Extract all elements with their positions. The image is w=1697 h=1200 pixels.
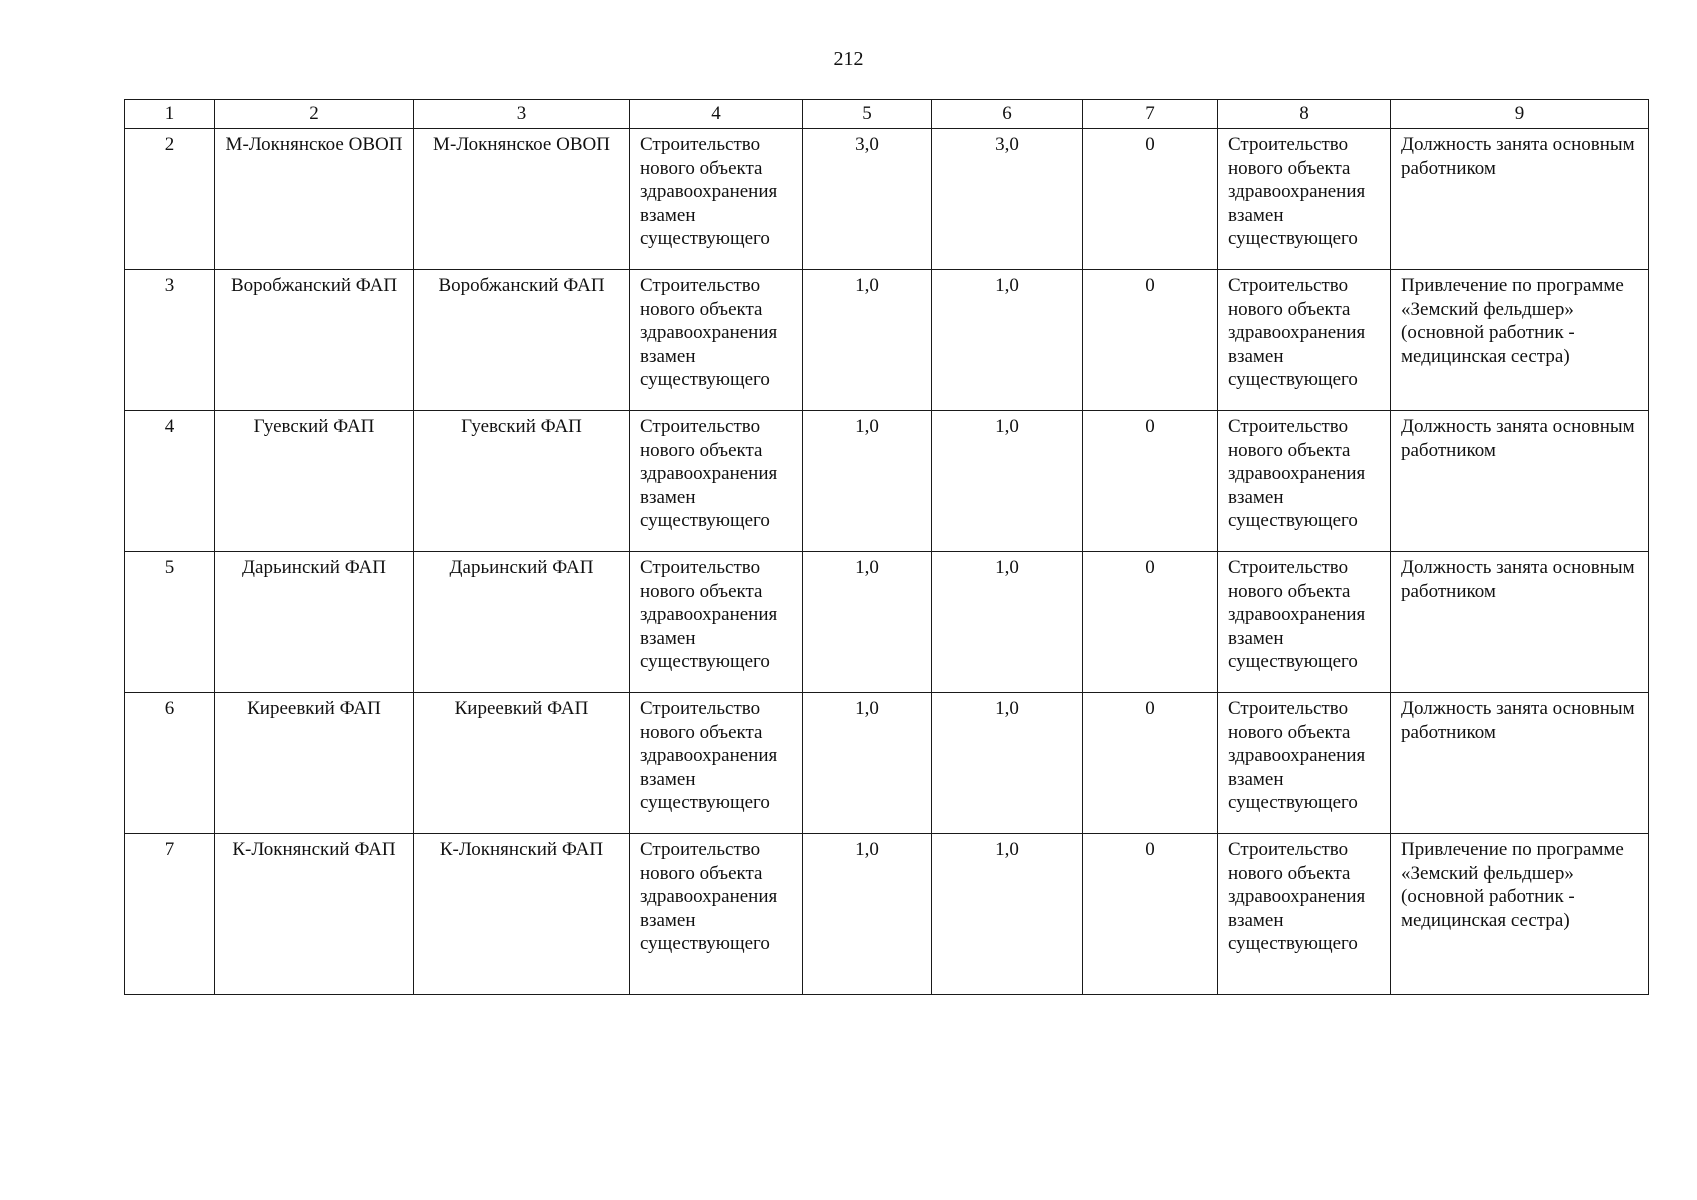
facility-unit: Гуевский ФАП (414, 411, 630, 552)
facility-name: Дарьинский ФАП (215, 552, 414, 693)
column-header: 6 (932, 100, 1083, 129)
table-header (125, 100, 1649, 129)
data-table (124, 99, 1649, 995)
plan-cell: Строительство нового объекта здравоохранения взамен существующего (1218, 693, 1391, 834)
facility-name: М-Локнянское ОВОП (215, 129, 414, 270)
action-cell: Строительство нового объекта здравоохранения взамен существующего (630, 552, 803, 693)
column-header: 7 (1083, 100, 1218, 129)
table-row (125, 552, 1649, 693)
column-header: 5 (803, 100, 932, 129)
value-col5: 1,0 (803, 552, 932, 693)
column-header: 3 (414, 100, 630, 129)
plan-cell: Строительство нового объекта здравоохранения взамен существующего (1218, 552, 1391, 693)
note-cell: Привлечение по программе «Земский фельдшер» (основной работник - медицинская сестра) (1391, 270, 1649, 411)
header-row (125, 100, 1649, 129)
value-col5: 1,0 (803, 270, 932, 411)
value-col6: 1,0 (932, 834, 1083, 995)
value-col6: 1,0 (932, 693, 1083, 834)
row-number: 3 (125, 270, 215, 411)
action-cell: Строительство нового объекта здравоохранения взамен существующего (630, 270, 803, 411)
action-cell: Строительство нового объекта здравоохранения взамен существующего (630, 129, 803, 270)
plan-cell: Строительство нового объекта здравоохранения взамен существующего (1218, 834, 1391, 995)
row-number: 6 (125, 693, 215, 834)
action-cell: Строительство нового объекта здравоохранения взамен существующего (630, 693, 803, 834)
facility-name: Гуевский ФАП (215, 411, 414, 552)
facility-name: К-Локнянский ФАП (215, 834, 414, 995)
table-row (125, 129, 1649, 270)
value-col6: 1,0 (932, 552, 1083, 693)
plan-cell: Строительство нового объекта здравоохранения взамен существующего (1218, 411, 1391, 552)
action-cell: Строительство нового объекта здравоохранения взамен существующего (630, 834, 803, 995)
note-cell: Должность занята основным работником (1391, 129, 1649, 270)
value-col5: 1,0 (803, 693, 932, 834)
table-body (125, 129, 1649, 995)
value-col7: 0 (1083, 270, 1218, 411)
value-col7: 0 (1083, 411, 1218, 552)
column-header: 4 (630, 100, 803, 129)
facility-unit: К-Локнянский ФАП (414, 834, 630, 995)
column-header: 9 (1391, 100, 1649, 129)
facility-unit: М-Локнянское ОВОП (414, 129, 630, 270)
note-cell: Должность занята основным работником (1391, 552, 1649, 693)
row-number: 5 (125, 552, 215, 693)
column-header: 2 (215, 100, 414, 129)
row-number: 7 (125, 834, 215, 995)
facility-name: Воробжанский ФАП (215, 270, 414, 411)
table-row (125, 834, 1649, 995)
value-col5: 3,0 (803, 129, 932, 270)
value-col5: 1,0 (803, 411, 932, 552)
facility-unit: Дарьинский ФАП (414, 552, 630, 693)
facility-name: Киреевкий ФАП (215, 693, 414, 834)
value-col6: 3,0 (932, 129, 1083, 270)
table-row (125, 270, 1649, 411)
action-cell: Строительство нового объекта здравоохранения взамен существующего (630, 411, 803, 552)
table-row (125, 411, 1649, 552)
facility-unit: Воробжанский ФАП (414, 270, 630, 411)
plan-cell: Строительство нового объекта здравоохранения взамен существующего (1218, 129, 1391, 270)
row-number: 4 (125, 411, 215, 552)
plan-cell: Строительство нового объекта здравоохранения взамен существующего (1218, 270, 1391, 411)
value-col7: 0 (1083, 552, 1218, 693)
value-col6: 1,0 (932, 411, 1083, 552)
column-header: 1 (125, 100, 215, 129)
page-number: 212 (833, 48, 864, 70)
value-col7: 0 (1083, 129, 1218, 270)
value-col5: 1,0 (803, 834, 932, 995)
row-number: 2 (125, 129, 215, 270)
note-cell: Должность занята основным работником (1391, 693, 1649, 834)
value-col7: 0 (1083, 834, 1218, 995)
facility-unit: Киреевкий ФАП (414, 693, 630, 834)
note-cell: Привлечение по программе «Земский фельдшер» (основной работник - медицинская сестра) (1391, 834, 1649, 995)
column-header: 8 (1218, 100, 1391, 129)
note-cell: Должность занята основным работником (1391, 411, 1649, 552)
value-col6: 1,0 (932, 270, 1083, 411)
table-row (125, 693, 1649, 834)
value-col7: 0 (1083, 693, 1218, 834)
